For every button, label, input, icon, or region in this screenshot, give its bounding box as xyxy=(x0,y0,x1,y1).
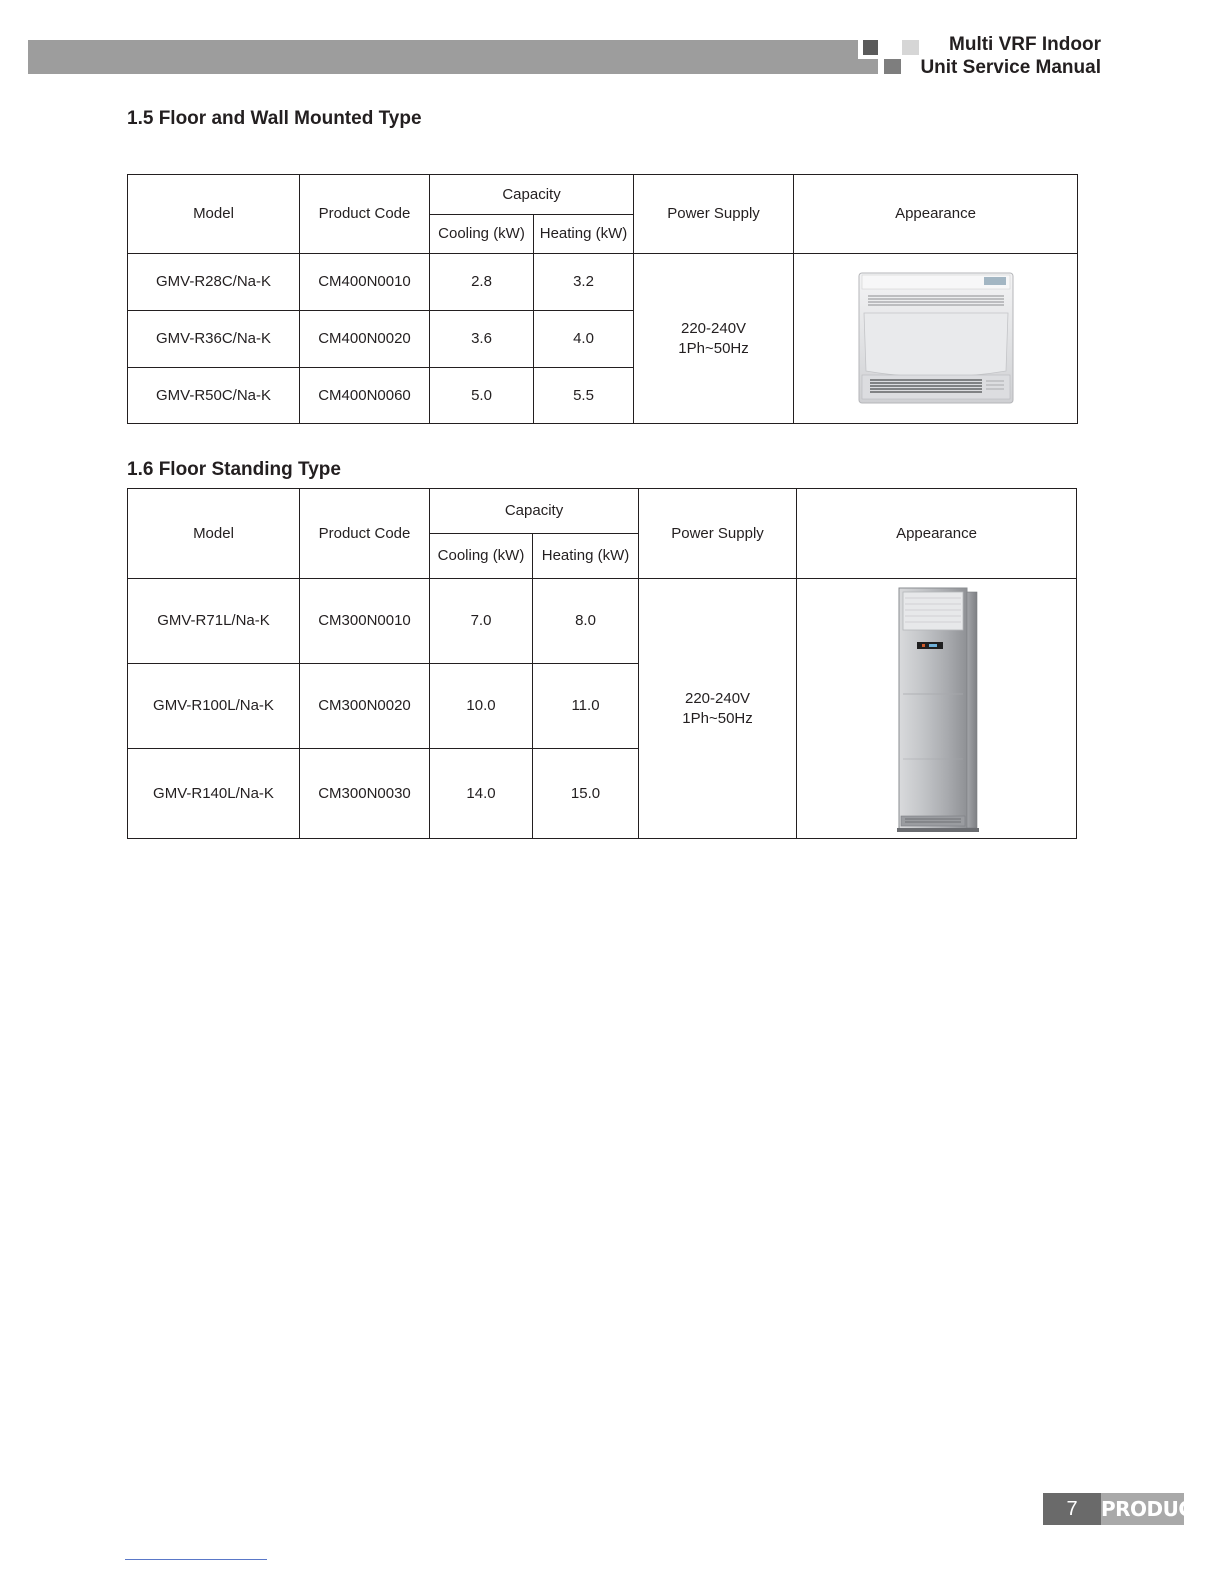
cell-appearance xyxy=(794,254,1078,424)
cell-power-supply xyxy=(634,254,794,424)
cell-heating: 11.0 xyxy=(533,664,639,749)
power-phase: 1Ph~50Hz xyxy=(682,709,753,727)
header-cooling: Cooling (kW) xyxy=(430,215,534,254)
cell-cooling: 5.0 xyxy=(430,368,534,424)
header-product-code: Product Code xyxy=(300,489,430,579)
cell-heating: 3.2 xyxy=(534,254,634,311)
manual-title-line2: Unit Service Manual xyxy=(920,57,1101,78)
header-appearance: Appearance xyxy=(797,489,1077,579)
section-label: PRODUCT xyxy=(1101,1493,1184,1525)
cell-product-code: CM400N0010 xyxy=(300,254,430,311)
cell-heating: 5.5 xyxy=(534,368,634,424)
floor-standing-unit-image xyxy=(889,584,985,834)
cell-heating: 15.0 xyxy=(533,749,639,839)
cell-model: GMV-R50C/Na-K xyxy=(128,368,300,424)
cell-cooling: 3.6 xyxy=(430,311,534,368)
manual-title-line1: Multi VRF Indoor xyxy=(949,34,1101,55)
table-row xyxy=(128,579,1077,664)
floor-wall-spec-table xyxy=(127,174,1078,424)
cell-model: GMV-R36C/Na-K xyxy=(128,311,300,368)
cell-product-code: CM300N0010 xyxy=(300,579,430,664)
manual-title xyxy=(920,33,1101,79)
header-decoration-square xyxy=(902,40,919,55)
page-number: 7 xyxy=(1043,1493,1101,1525)
cell-model: GMV-R71L/Na-K xyxy=(128,579,300,664)
header-model: Model xyxy=(128,489,300,579)
header-power-supply: Power Supply xyxy=(639,489,797,579)
header-decoration-square xyxy=(858,39,880,59)
header-decoration-square xyxy=(884,59,901,74)
power-voltage: 220-240V xyxy=(680,319,747,337)
header-cooling: Cooling (kW) xyxy=(430,534,533,579)
header-capacity: Capacity xyxy=(430,175,634,215)
header-power-supply: Power Supply xyxy=(634,175,794,254)
cell-model: GMV-R140L/Na-K xyxy=(128,749,300,839)
cell-product-code: CM400N0060 xyxy=(300,368,430,424)
cell-cooling: 7.0 xyxy=(430,579,533,664)
header-heating: Heating (kW) xyxy=(534,215,634,254)
cell-power-supply xyxy=(639,579,797,839)
cell-model: GMV-R100L/Na-K xyxy=(128,664,300,749)
header-appearance: Appearance xyxy=(794,175,1078,254)
power-phase: 1Ph~50Hz xyxy=(678,339,749,357)
power-voltage: 220-240V xyxy=(684,689,751,707)
header-model: Model xyxy=(128,175,300,254)
section-title-floor-wall: 1.5 Floor and Wall Mounted Type xyxy=(127,108,422,129)
header-capacity: Capacity xyxy=(430,489,639,534)
section-title-floor-standing: 1.6 Floor Standing Type xyxy=(127,459,341,480)
cell-product-code: CM400N0020 xyxy=(300,311,430,368)
floor-wall-unit-image xyxy=(856,271,1016,407)
cell-heating: 8.0 xyxy=(533,579,639,664)
cell-model: GMV-R28C/Na-K xyxy=(128,254,300,311)
cell-appearance xyxy=(797,579,1077,839)
cell-product-code: CM300N0020 xyxy=(300,664,430,749)
cell-cooling: 14.0 xyxy=(430,749,533,839)
cell-cooling: 2.8 xyxy=(430,254,534,311)
header-product-code: Product Code xyxy=(300,175,430,254)
cell-heating: 4.0 xyxy=(534,311,634,368)
cell-cooling: 10.0 xyxy=(430,664,533,749)
header-heating: Heating (kW) xyxy=(533,534,639,579)
footer-rule xyxy=(125,1559,267,1560)
floor-standing-spec-table xyxy=(127,488,1077,839)
table-row xyxy=(128,254,1078,311)
cell-product-code: CM300N0030 xyxy=(300,749,430,839)
header-bar xyxy=(28,40,878,74)
